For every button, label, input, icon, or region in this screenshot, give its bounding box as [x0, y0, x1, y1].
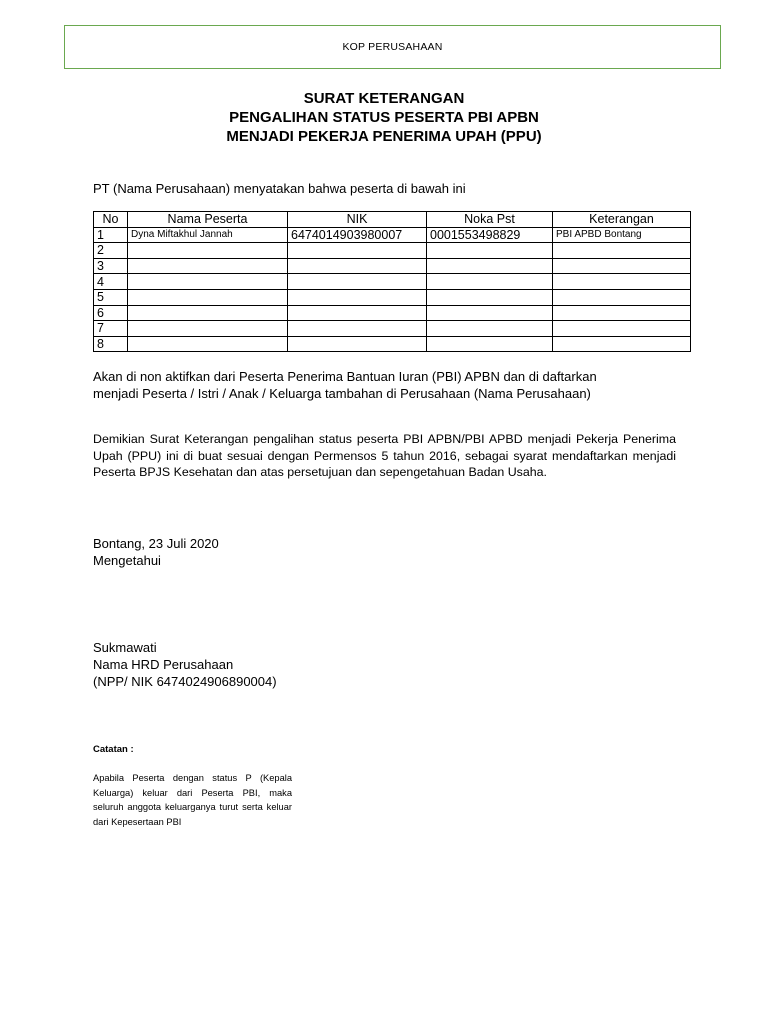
cell-nik	[288, 243, 427, 259]
title-line-2: PENGALIHAN STATUS PESERTA PBI APBN	[229, 109, 539, 126]
cell-nama: Dyna Miftakhul Jannah	[128, 227, 288, 243]
status-change-paragraph	[93, 369, 683, 402]
cell-noka	[427, 321, 553, 337]
table-row	[94, 227, 691, 243]
header-nama-peserta: Nama Peserta	[128, 212, 288, 228]
cell-noka	[427, 274, 553, 290]
title-line-1: SURAT KETERANGAN	[303, 90, 465, 107]
table-row	[94, 243, 691, 259]
participant-table	[93, 211, 691, 352]
cell-keterangan: PBI APBD Bontang	[553, 227, 691, 243]
cell-nik	[288, 289, 427, 305]
cell-no: 7	[94, 321, 128, 337]
header-noka-pst: Noka Pst	[427, 212, 553, 228]
cell-nik	[288, 274, 427, 290]
mengetahui-label: Mengetahui	[93, 552, 161, 568]
cell-nik	[288, 305, 427, 321]
signer-npp: (NPP/ NIK 6474024906890004)	[93, 673, 277, 689]
date-block	[93, 536, 219, 569]
cell-noka: 0001553498829	[427, 227, 553, 243]
cell-keterangan	[553, 258, 691, 274]
note-title: Catatan :	[93, 744, 134, 755]
header-keterangan: Keterangan	[553, 212, 691, 228]
cell-keterangan	[553, 289, 691, 305]
cell-keterangan	[553, 336, 691, 352]
cell-noka	[427, 305, 553, 321]
cell-no: 8	[94, 336, 128, 352]
cell-nik	[288, 258, 427, 274]
table-row	[94, 274, 691, 290]
status-change-line-2: menjadi Peserta / Istri / Anak / Keluarga tambahan di Perusahaan (Nama Perusahaan)	[93, 385, 591, 401]
cell-no: 2	[94, 243, 128, 259]
table-row	[94, 289, 691, 305]
cell-nama	[128, 321, 288, 337]
cell-no: 4	[94, 274, 128, 290]
cell-noka	[427, 258, 553, 274]
cell-nik	[288, 321, 427, 337]
place-date: Bontang, 23 Juli 2020	[93, 536, 219, 551]
cell-noka	[427, 289, 553, 305]
closing-paragraph: Demikian Surat Keterangan pengalihan status peserta PBI APBN/PBI APBD menjadi Pekerja Penerima Upah (PPU) ini di buat sesuai dengan Permensos 5 tahun 2016, sebagai syarat mendaftarkan menjadi Peserta BPJS Kesehatan dan atas persetujuan dan sepengetahuan Badan Usaha.	[93, 432, 676, 479]
header-nik: NIK	[288, 212, 427, 228]
status-change-line-1: Akan di non aktifkan dari Peserta Penerima Bantuan Iuran (PBI) APBN dan di daftarkan	[93, 369, 597, 384]
cell-keterangan	[553, 243, 691, 259]
table-row	[94, 336, 691, 352]
document-title	[0, 89, 768, 146]
signer-role: Nama HRD Perusahaan	[93, 656, 234, 672]
note-body: Apabila Peserta dengan status P (Kepala Keluarga) keluar dari Peserta PBI, maka seluruh anggota keluarganya turut serta keluar dari Kepesertaan PBI	[93, 773, 292, 828]
cell-nama	[128, 243, 288, 259]
cell-no: 5	[94, 289, 128, 305]
cell-no: 3	[94, 258, 128, 274]
cell-noka	[427, 336, 553, 352]
table-row	[94, 305, 691, 321]
table-row	[94, 258, 691, 274]
cell-nik	[288, 336, 427, 352]
cell-nama	[128, 336, 288, 352]
cell-keterangan	[553, 274, 691, 290]
table-row	[94, 321, 691, 337]
signature-block	[93, 640, 277, 690]
intro-text: PT (Nama Perusahaan) menyatakan bahwa peserta di bawah ini	[93, 181, 466, 196]
letterhead-box	[64, 25, 721, 69]
cell-noka	[427, 243, 553, 259]
cell-nama	[128, 305, 288, 321]
cell-nama	[128, 274, 288, 290]
cell-nik: 6474014903980007	[288, 227, 427, 243]
letterhead-label: KOP PERUSAHAAN	[342, 41, 443, 53]
cell-no: 1	[94, 227, 128, 243]
table-header-row	[94, 212, 691, 228]
cell-nama	[128, 289, 288, 305]
header-no: No	[94, 212, 128, 228]
cell-keterangan	[553, 305, 691, 321]
signer-name: Sukmawati	[93, 640, 157, 655]
cell-nama	[128, 258, 288, 274]
cell-no: 6	[94, 305, 128, 321]
title-line-3: MENJADI PEKERJA PENERIMA UPAH (PPU)	[226, 128, 542, 145]
cell-keterangan	[553, 321, 691, 337]
